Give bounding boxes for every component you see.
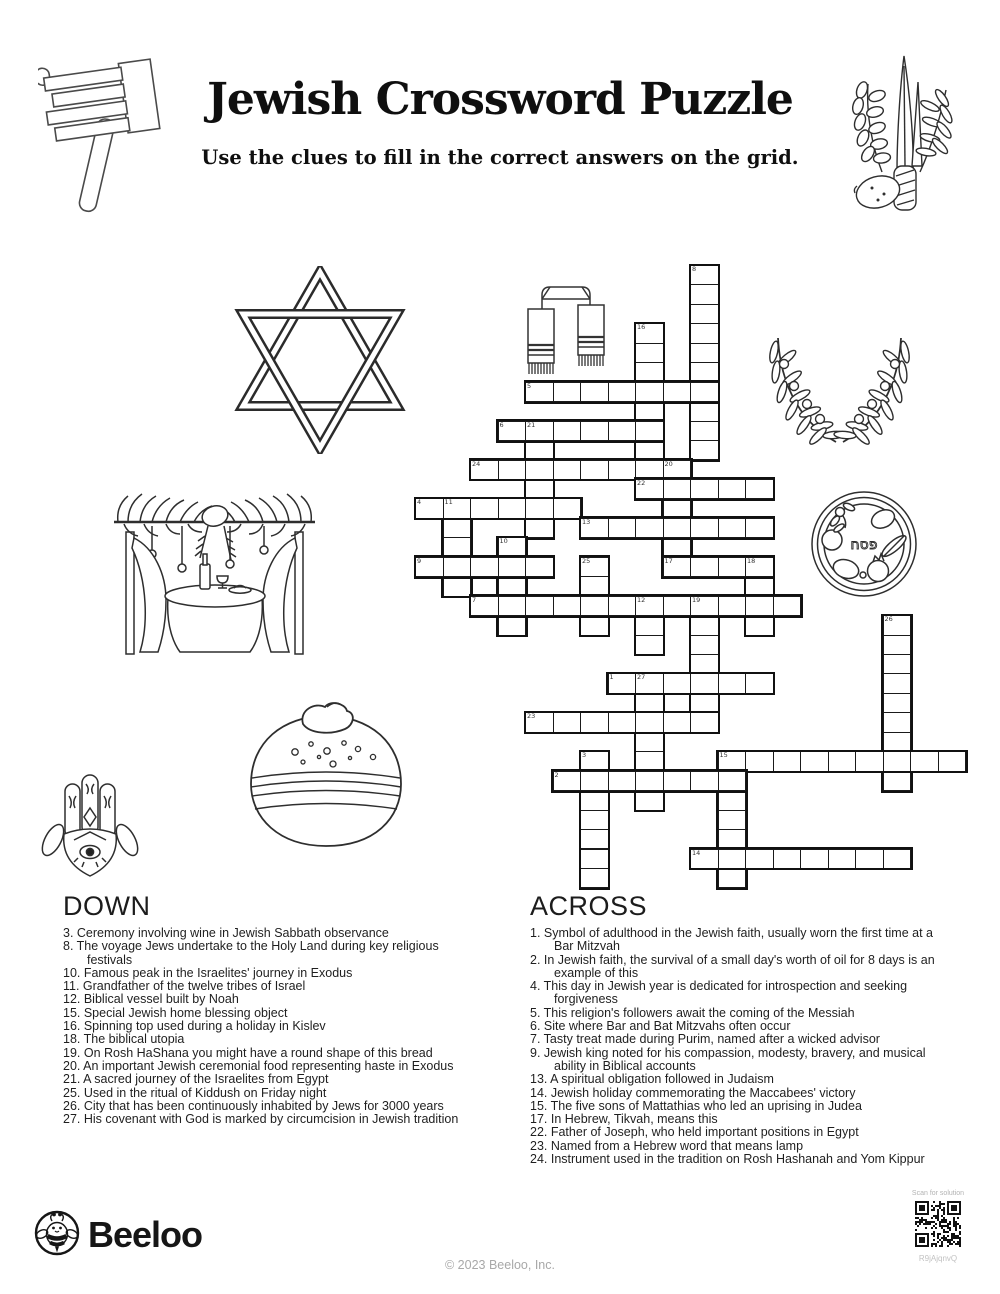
cell-number-11: 11 bbox=[444, 498, 453, 507]
cell-number-12: 12 bbox=[637, 595, 646, 604]
grid-cell[interactable] bbox=[525, 498, 554, 518]
grid-cell[interactable] bbox=[635, 693, 664, 713]
grid-cell[interactable] bbox=[580, 771, 609, 791]
across-clue-1: 1. Symbol of adulthood in the Jewish faith, usually worn the first time at a Bar Mitzvah bbox=[530, 926, 933, 954]
grid-cell[interactable] bbox=[690, 343, 719, 363]
grid-cell[interactable] bbox=[690, 323, 719, 343]
grid-cell[interactable] bbox=[635, 790, 664, 810]
grid-cell[interactable] bbox=[635, 362, 664, 382]
grid-cell[interactable] bbox=[635, 712, 664, 732]
down-clue-26: 26. City that has been continuously inhabited by Jews for 3000 years bbox=[63, 1098, 444, 1113]
grid-cell[interactable] bbox=[443, 576, 472, 596]
grid-cell[interactable] bbox=[635, 382, 664, 402]
grogger-icon bbox=[38, 54, 200, 222]
grid-cell[interactable] bbox=[663, 537, 692, 557]
grid-cell[interactable] bbox=[580, 829, 609, 849]
down-clue-16: 16. Spinning top used during a holiday in Kislev bbox=[63, 1019, 326, 1034]
grid-cell[interactable] bbox=[773, 751, 802, 771]
grid-cell[interactable] bbox=[635, 615, 664, 635]
grid-cell[interactable] bbox=[883, 635, 912, 655]
grid-cell[interactable] bbox=[635, 771, 664, 791]
grid-cell[interactable] bbox=[470, 498, 499, 518]
down-clue-18: 18. The biblical utopia bbox=[63, 1032, 185, 1047]
cell-number-14: 14 bbox=[692, 848, 701, 857]
grid-cell[interactable] bbox=[553, 421, 582, 441]
cell-number-18: 18 bbox=[747, 556, 756, 565]
grid-cell[interactable] bbox=[525, 479, 554, 499]
down-section bbox=[63, 891, 487, 1126]
grid-cell[interactable] bbox=[580, 596, 609, 616]
grid-cell[interactable] bbox=[718, 849, 747, 869]
grid-cell[interactable] bbox=[635, 440, 664, 460]
grid-cell[interactable] bbox=[663, 771, 692, 791]
grid-cell[interactable] bbox=[498, 615, 527, 635]
copyright-text: © 2023 Beeloo, Inc. bbox=[445, 1258, 555, 1272]
qr-caption: Scan for solution bbox=[911, 1190, 965, 1197]
lulav-etrog-icon bbox=[842, 54, 970, 216]
grid-cell[interactable] bbox=[498, 596, 527, 616]
sukkah-icon bbox=[112, 480, 317, 658]
grid-cell[interactable] bbox=[608, 712, 637, 732]
grid-cell[interactable] bbox=[580, 751, 609, 771]
grid-cell[interactable] bbox=[580, 421, 609, 441]
grid-cell[interactable] bbox=[745, 576, 774, 596]
down-clue-25: 25. Used in the ritual of Kiddush on Friday night bbox=[63, 1085, 327, 1100]
grid-cell[interactable] bbox=[883, 693, 912, 713]
grid-cell[interactable] bbox=[553, 596, 582, 616]
grid-cell[interactable] bbox=[718, 673, 747, 693]
grid-cell[interactable] bbox=[580, 712, 609, 732]
grid-cell[interactable] bbox=[745, 751, 774, 771]
grid-cell[interactable] bbox=[498, 537, 527, 557]
grid-cell[interactable] bbox=[553, 771, 582, 791]
cell-number-2: 2 bbox=[554, 770, 559, 779]
grid-cell[interactable] bbox=[580, 576, 609, 596]
cell-number-5: 5 bbox=[527, 381, 532, 390]
grid-cell[interactable] bbox=[690, 557, 719, 577]
cell-number-9: 9 bbox=[417, 556, 422, 565]
grid-cell[interactable] bbox=[663, 460, 692, 480]
grid-cell[interactable] bbox=[608, 596, 637, 616]
grid-cell[interactable] bbox=[690, 518, 719, 538]
round-challah-icon bbox=[243, 700, 409, 852]
grid-cell[interactable] bbox=[663, 479, 692, 499]
grid-cell[interactable] bbox=[663, 382, 692, 402]
across-clue-14: 14. Jewish holiday commemorating the Maccabees' victory bbox=[530, 1085, 856, 1100]
grid-cell[interactable] bbox=[690, 693, 719, 713]
grid-cell[interactable] bbox=[580, 382, 609, 402]
grid-cell[interactable] bbox=[718, 479, 747, 499]
grid-cell[interactable] bbox=[443, 498, 472, 518]
grid-cell[interactable] bbox=[580, 868, 609, 888]
cell-number-23: 23 bbox=[527, 712, 536, 721]
down-heading: DOWN bbox=[63, 891, 151, 921]
grid-cell[interactable] bbox=[773, 849, 802, 869]
grid-cell[interactable] bbox=[883, 849, 912, 869]
grid-cell[interactable] bbox=[498, 498, 527, 518]
grid-cell[interactable] bbox=[690, 265, 719, 285]
grid-cell[interactable] bbox=[498, 460, 527, 480]
cell-number-7: 7 bbox=[472, 595, 477, 604]
cell-number-21: 21 bbox=[527, 420, 536, 429]
cell-number-10: 10 bbox=[499, 537, 508, 546]
grid-cell[interactable] bbox=[883, 712, 912, 732]
grid-cell[interactable] bbox=[635, 673, 664, 693]
grid-cell[interactable] bbox=[635, 732, 664, 752]
grid-cell[interactable] bbox=[718, 751, 747, 771]
grid-cell[interactable] bbox=[718, 810, 747, 830]
grid-cell[interactable] bbox=[635, 479, 664, 499]
grid-cell[interactable] bbox=[690, 304, 719, 324]
grid-cell[interactable] bbox=[745, 615, 774, 635]
page-subtitle: Use the clues to fill in the correct answers on the grid. bbox=[201, 146, 799, 169]
grid-cell[interactable] bbox=[553, 712, 582, 732]
down-clue-11: 11. Grandfather of the twelve tribes of Israel bbox=[63, 979, 306, 994]
grid-cell[interactable] bbox=[498, 576, 527, 596]
grid-cell[interactable] bbox=[553, 498, 582, 518]
grid-cell[interactable] bbox=[663, 596, 692, 616]
grid-cell[interactable] bbox=[745, 479, 774, 499]
cell-number-8: 8 bbox=[692, 265, 697, 273]
down-clue-8: 8. The voyage Jews undertake to the Holy Land during key religious festivals bbox=[63, 939, 439, 967]
grid-cell[interactable] bbox=[525, 596, 554, 616]
grid-cell[interactable] bbox=[635, 596, 664, 616]
grid-cell[interactable] bbox=[718, 596, 747, 616]
across-heading: ACROSS bbox=[530, 891, 648, 921]
grid-cell[interactable] bbox=[883, 751, 912, 771]
down-clue-21: 21. A sacred journey of the Israelites from Egypt bbox=[63, 1072, 329, 1087]
grid-cell[interactable] bbox=[608, 673, 637, 693]
grid-cell[interactable] bbox=[525, 382, 554, 402]
grid-cell[interactable] bbox=[580, 810, 609, 830]
seder-plate-hebrew-text: פסח bbox=[850, 537, 878, 553]
cell-number-20: 20 bbox=[664, 459, 673, 468]
cell-number-19: 19 bbox=[692, 595, 701, 604]
cell-number-4: 4 bbox=[417, 498, 422, 507]
grid-cell[interactable] bbox=[470, 460, 499, 480]
cell-number-13: 13 bbox=[582, 517, 591, 526]
grid-cell[interactable] bbox=[690, 382, 719, 402]
grid-cell[interactable] bbox=[663, 518, 692, 538]
grid-cell[interactable] bbox=[608, 771, 637, 791]
grid-cell[interactable] bbox=[663, 498, 692, 518]
grid-cell[interactable] bbox=[718, 771, 747, 791]
grid-cell[interactable] bbox=[745, 849, 774, 869]
cell-number-26: 26 bbox=[884, 615, 893, 624]
grid-cell[interactable] bbox=[718, 557, 747, 577]
grid-cell[interactable] bbox=[800, 849, 829, 869]
cell-number-16: 16 bbox=[637, 323, 646, 332]
grid-cell[interactable] bbox=[580, 790, 609, 810]
cell-number-17: 17 bbox=[664, 556, 673, 565]
across-clue-24: 24. Instrument used in the tradition on Rosh Hashanah and Yom Kippur bbox=[530, 1152, 925, 1167]
grid-cell[interactable] bbox=[690, 401, 719, 421]
grid-cell[interactable] bbox=[828, 849, 857, 869]
down-clue-19: 19. On Rosh HaShana you might have a round shape of this bread bbox=[63, 1045, 433, 1060]
grid-cell[interactable] bbox=[883, 732, 912, 752]
grid-cell[interactable] bbox=[855, 849, 884, 869]
grid-cell[interactable] bbox=[635, 323, 664, 343]
grid-cell[interactable] bbox=[663, 557, 692, 577]
across-clue-5: 5. This religion's followers await the coming of the Messiah bbox=[530, 1005, 855, 1020]
across-clue-7: 7. Tasty treat made during Purim, named after a wicked advisor bbox=[530, 1032, 880, 1047]
grid-cell[interactable] bbox=[718, 868, 747, 888]
hamsa-icon bbox=[40, 770, 140, 878]
grid-cell[interactable] bbox=[690, 596, 719, 616]
grid-cell[interactable] bbox=[470, 557, 499, 577]
down-clue-20: 20. An important Jewish ceremonial food representing haste in Exodus bbox=[63, 1058, 454, 1073]
cell-number-27: 27 bbox=[637, 673, 646, 682]
across-clue-15: 15. The five sons of Mattathias who led an uprising in Judea bbox=[530, 1098, 862, 1113]
grid-cell[interactable] bbox=[498, 421, 527, 441]
grid-cell[interactable] bbox=[580, 615, 609, 635]
grid-cell[interactable] bbox=[855, 751, 884, 771]
grid-cell[interactable] bbox=[690, 284, 719, 304]
cell-number-25: 25 bbox=[582, 556, 591, 565]
crossword-grid[interactable] bbox=[415, 265, 967, 889]
grid-cell[interactable] bbox=[883, 771, 912, 791]
across-clue-17: 17. In Hebrew, Tikvah, means this bbox=[530, 1112, 718, 1127]
down-clue-15: 15. Special Jewish home blessing object bbox=[63, 1005, 288, 1020]
across-clue-4: 4. This day in Jewish year is dedicated for introspection and seeking forgiveness bbox=[530, 979, 908, 1007]
across-clue-6: 6. Site where Bar and Bat Mitzvahs often occur bbox=[530, 1019, 791, 1034]
grid-cell[interactable] bbox=[828, 751, 857, 771]
grid-cell[interactable] bbox=[690, 362, 719, 382]
grid-cell[interactable] bbox=[608, 518, 637, 538]
grid-cell[interactable] bbox=[745, 673, 774, 693]
grid-cell[interactable] bbox=[883, 654, 912, 674]
grid-cell[interactable] bbox=[718, 829, 747, 849]
grid-cell[interactable] bbox=[883, 615, 912, 635]
grid-cell[interactable] bbox=[553, 382, 582, 402]
grid-cell[interactable] bbox=[525, 712, 554, 732]
grid-cell[interactable] bbox=[800, 751, 829, 771]
grid-cell[interactable] bbox=[553, 460, 582, 480]
grid-cell[interactable] bbox=[690, 849, 719, 869]
grid-cell[interactable] bbox=[635, 343, 664, 363]
across-clue-list bbox=[530, 927, 954, 1166]
grid-cell[interactable] bbox=[635, 401, 664, 421]
grid-cell[interactable] bbox=[443, 557, 472, 577]
grid-cell[interactable] bbox=[718, 790, 747, 810]
grid-cell[interactable] bbox=[635, 518, 664, 538]
grid-cell[interactable] bbox=[443, 518, 472, 538]
grid-cell[interactable] bbox=[938, 751, 967, 771]
across-clue-13: 13. A spiritual obligation followed in Judaism bbox=[530, 1072, 774, 1087]
grid-cell[interactable] bbox=[580, 557, 609, 577]
down-clue-27: 27. His covenant with God is marked by circumcision in Jewish tradition bbox=[63, 1112, 459, 1127]
grid-cell[interactable] bbox=[773, 596, 802, 616]
grid-cell[interactable] bbox=[690, 635, 719, 655]
grid-cell[interactable] bbox=[690, 440, 719, 460]
star-of-david-icon bbox=[228, 266, 412, 454]
grid-cell[interactable] bbox=[635, 635, 664, 655]
beeloo-bee-logo-icon bbox=[34, 1210, 80, 1256]
grid-cell[interactable] bbox=[690, 712, 719, 732]
cell-number-1: 1 bbox=[609, 673, 614, 682]
down-clue-10: 10. Famous peak in the Israelites' journey in Exodus bbox=[63, 965, 353, 980]
grid-cell[interactable] bbox=[690, 654, 719, 674]
brand-name: Beeloo bbox=[88, 1214, 203, 1255]
across-clue-23: 23. Named from a Hebrew word that means lamp bbox=[530, 1138, 804, 1153]
grid-cell[interactable] bbox=[608, 421, 637, 441]
grid-cell[interactable] bbox=[635, 751, 664, 771]
across-clue-22: 22. Father of Joseph, who held important positions in Egypt bbox=[530, 1125, 859, 1140]
grid-cell[interactable] bbox=[690, 479, 719, 499]
across-clue-9: 9. Jewish king noted for his compassion, modesty, bravery, and musical ability in Biblical accounts bbox=[530, 1045, 926, 1073]
grid-cell[interactable] bbox=[690, 615, 719, 635]
grid-cell[interactable] bbox=[580, 849, 609, 869]
down-clue-3: 3. Ceremony involving wine in Jewish Sabbath observance bbox=[63, 926, 389, 940]
grid-cell[interactable] bbox=[745, 596, 774, 616]
grid-cell[interactable] bbox=[580, 460, 609, 480]
grid-cell[interactable] bbox=[443, 537, 472, 557]
grid-cell[interactable] bbox=[525, 557, 554, 577]
grid-cell[interactable] bbox=[690, 421, 719, 441]
grid-cell[interactable] bbox=[608, 382, 637, 402]
qr-code bbox=[915, 1201, 961, 1247]
grid-cell[interactable] bbox=[663, 673, 692, 693]
cell-number-22: 22 bbox=[637, 478, 646, 487]
grid-cell[interactable] bbox=[690, 673, 719, 693]
grid-cell[interactable] bbox=[470, 596, 499, 616]
grid-cell[interactable] bbox=[635, 460, 664, 480]
grid-cell[interactable] bbox=[525, 460, 554, 480]
page-title: Jewish Crossword Puzzle bbox=[207, 74, 793, 125]
grid-cell[interactable] bbox=[745, 518, 774, 538]
grid-cell[interactable] bbox=[745, 557, 774, 577]
down-clue-list bbox=[63, 927, 487, 1126]
grid-cell[interactable] bbox=[663, 712, 692, 732]
grid-cell[interactable] bbox=[910, 751, 939, 771]
cell-number-15: 15 bbox=[719, 751, 728, 760]
grid-cell[interactable] bbox=[608, 460, 637, 480]
down-clue-12: 12. Biblical vessel built by Noah bbox=[63, 992, 239, 1007]
grid-cell[interactable] bbox=[525, 440, 554, 460]
grid-cell[interactable] bbox=[498, 557, 527, 577]
cell-number-24: 24 bbox=[472, 459, 481, 468]
grid-cell[interactable] bbox=[690, 771, 719, 791]
cell-number-3: 3 bbox=[582, 751, 587, 760]
grid-cell[interactable] bbox=[580, 518, 609, 538]
grid-cell[interactable] bbox=[525, 421, 554, 441]
across-clue-2: 2. In Jewish faith, the survival of a small day's worth of oil for 8 days is an example of this bbox=[530, 952, 935, 980]
grid-cell[interactable] bbox=[635, 421, 664, 441]
cell-number-6: 6 bbox=[499, 420, 504, 429]
grid-cell[interactable] bbox=[415, 498, 444, 518]
grid-cell[interactable] bbox=[883, 673, 912, 693]
grid-cell[interactable] bbox=[718, 518, 747, 538]
grid-cell[interactable] bbox=[415, 557, 444, 577]
qr-code-id: R9jAjqnvQ bbox=[918, 1254, 958, 1263]
grid-cell[interactable] bbox=[525, 518, 554, 538]
across-section bbox=[530, 891, 954, 1166]
